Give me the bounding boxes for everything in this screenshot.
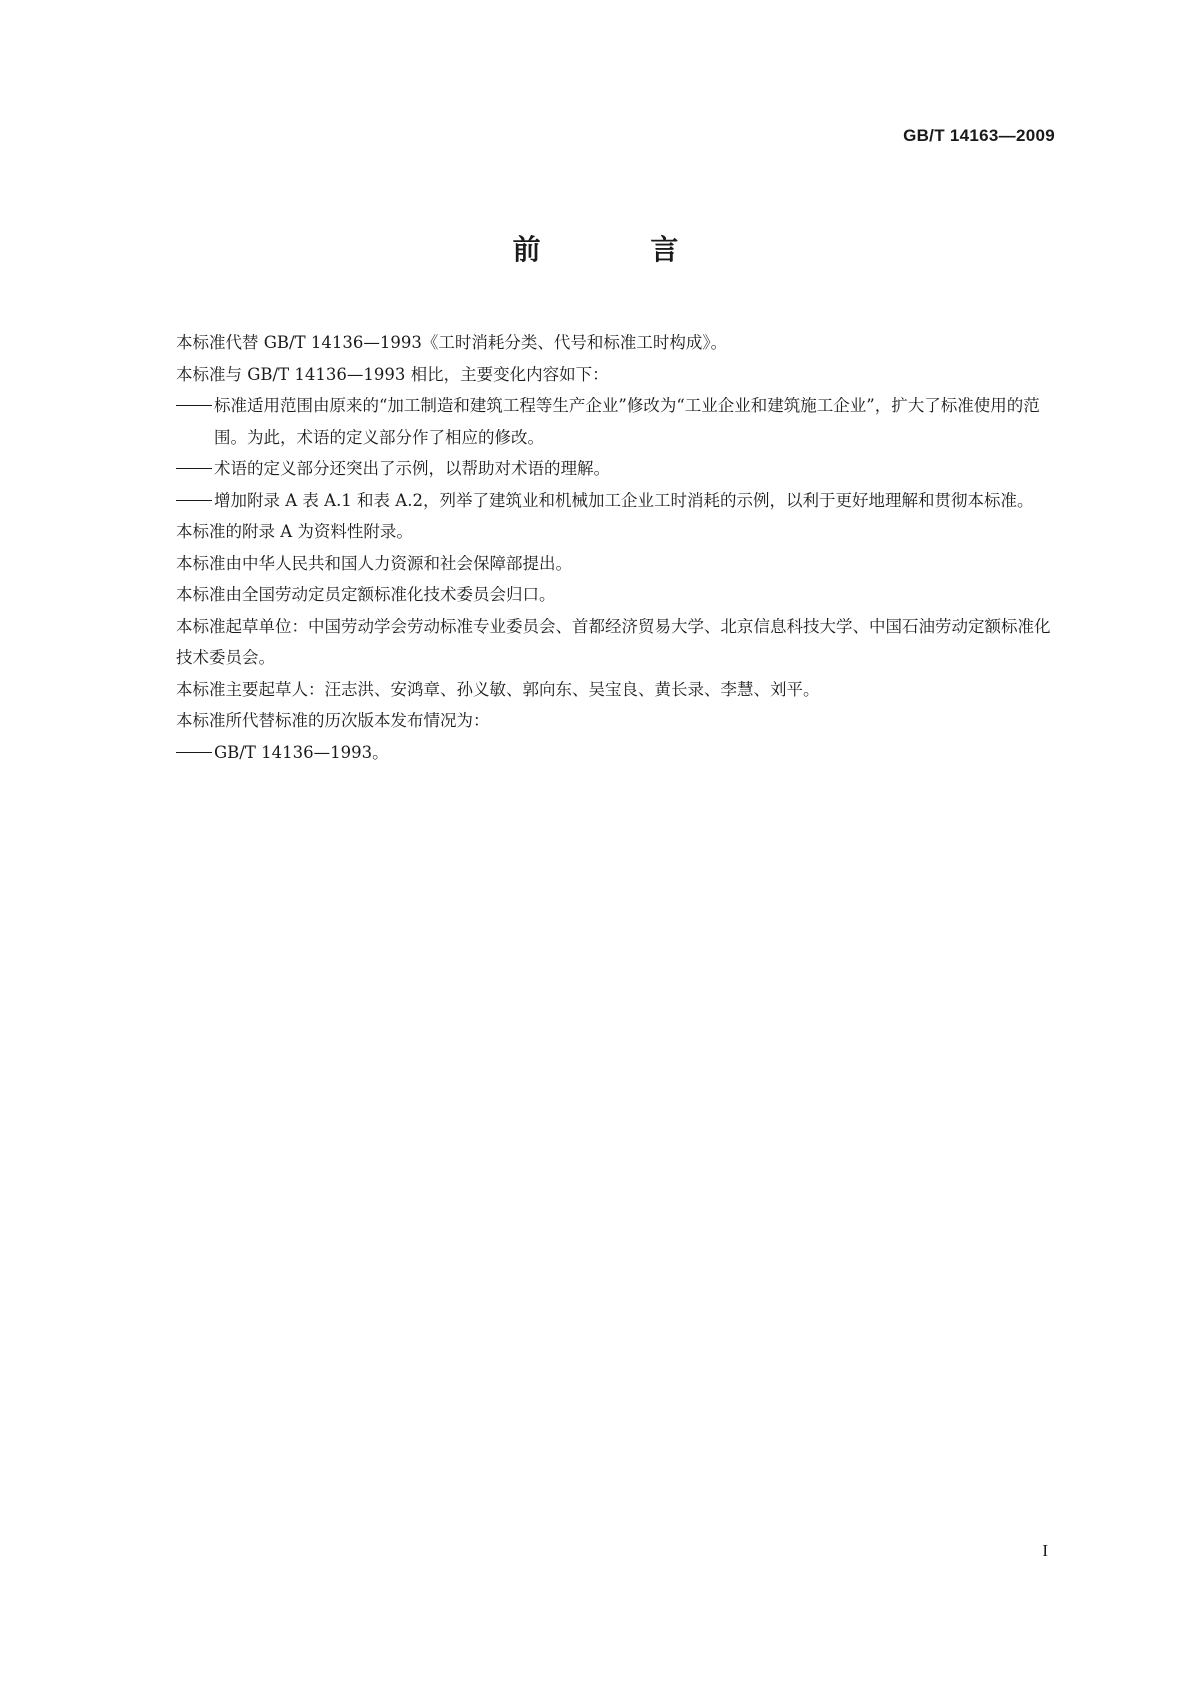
change-item-scope (176, 390, 1056, 453)
paragraph-proposer (176, 548, 1056, 580)
paragraph-text: 本标准由全国劳动定员定额标准化技术委员会归口。 (176, 585, 556, 604)
paragraph-text: 本标准与 GB/T 14136—1993 相比，主要变化内容如下： (176, 364, 609, 384)
paragraph-text: 本标准由中华人民共和国人力资源和社会保障部提出。 (176, 553, 572, 573)
paragraph-drafting-units (176, 611, 1056, 674)
list-item-text: 标准适用范围由原来的“加工制造和建筑工程等生产企业”修改为“工业企业和建筑施工企业”，扩大了标准使用的范围。为此，术语的定义部分作了相应的修改。 (214, 396, 1040, 447)
paragraph-text: 本标准的附录 A 为资料性附录。 (176, 522, 413, 541)
em-dash-marker (176, 390, 214, 422)
paragraph-committee (176, 579, 1056, 611)
paragraph-annex (176, 516, 1056, 548)
paragraph-changes-intro (176, 359, 1056, 391)
change-item-annex (176, 485, 1056, 517)
em-dash-marker (176, 453, 214, 485)
list-item-text: 增加附录 A 表 A.1 和表 A.2，列举了建筑业和机械加工企业工时消耗的示例，以利于更好地理解和贯彻本标准。 (214, 490, 1034, 510)
list-item-text: 术语的定义部分还突出了示例，以帮助对术语的理解。 (214, 459, 610, 478)
paragraph-text: 本标准所代替标准的历次版本发布情况为： (176, 711, 490, 730)
em-dash-marker (176, 485, 214, 517)
paragraph-replaces (176, 327, 1056, 359)
paragraph-history (176, 705, 1056, 737)
paragraph-text: 本标准主要起草人：汪志洪、安鸿章、孙义敏、郭向东、吴宝良、黄长录、李慧、刘平。 (176, 679, 820, 699)
paragraph-drafters (176, 674, 1056, 706)
change-item-examples (176, 453, 1056, 485)
page-number: I (1042, 1541, 1048, 1560)
paragraph-text: 本标准起草单位：中国劳动学会劳动标准专业委员会、首都经济贸易大学、北京信息科技大学、中国石油劳动定额标准化技术委员会。 (176, 616, 1051, 667)
foreword-body (176, 327, 1056, 768)
paragraph-text: 本标准代替 GB/T 14136—1993《工时消耗分类、代号和标准工时构成》。 (176, 333, 728, 352)
list-item-text: GB/T 14136—1993。 (214, 742, 389, 762)
standard-number: GB/T 14163—2009 (903, 126, 1055, 145)
em-dash-marker (176, 737, 214, 769)
history-item (176, 737, 1056, 769)
page-title: 前 言 (512, 233, 729, 266)
